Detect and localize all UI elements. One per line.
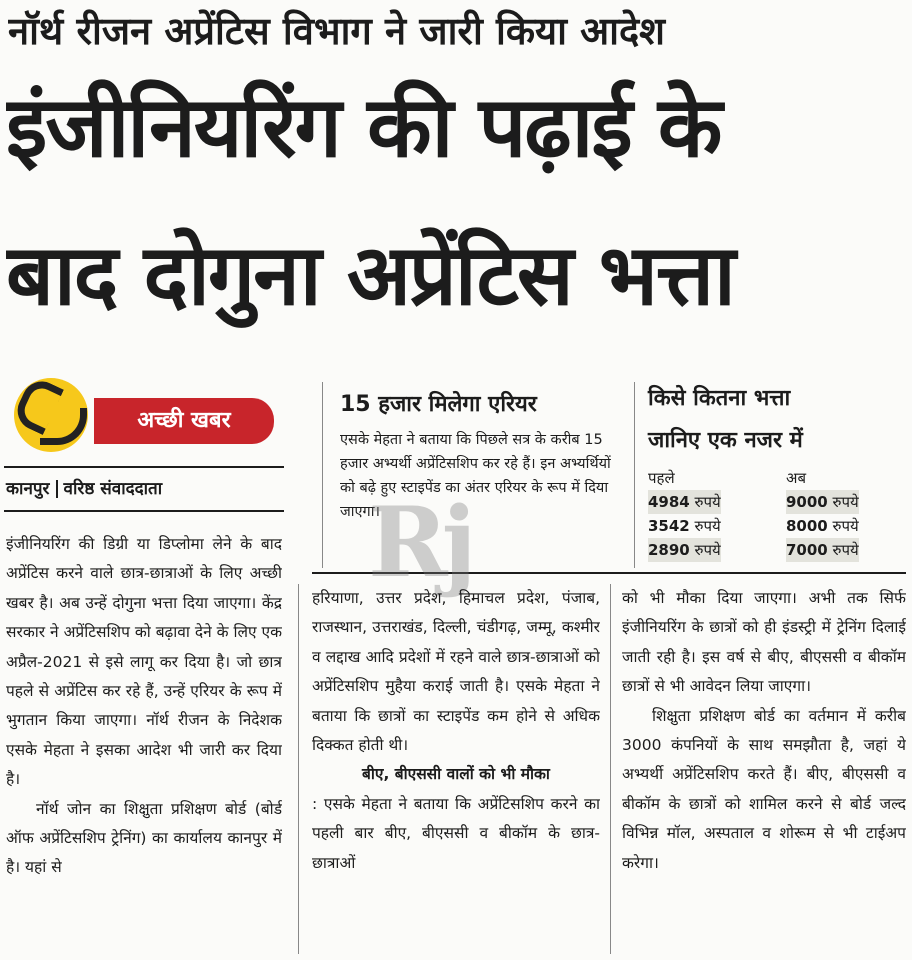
paragraph: हरियाणा, उत्तर प्रदेश, हिमाचल प्रदेश, पंजाब, राजस्थान, उत्तराखंड, दिल्ली, चंडीगढ़, जम्मू, कश्मीर व लद्दाख आदि प्रदेशों में रहने वाले छात्र-छात्राओं को अप्रेंटिसशिप मुहैया कराई जाती है। एसके मेहता ने बताया कि छात्रों का स्टाइपेंड कम होने से अधिक दिक्कत होती थी। [312, 589, 600, 755]
divider [4, 466, 284, 468]
divider [4, 510, 284, 512]
subheading: बीए, बीएससी वालों को भी मौका [362, 765, 550, 784]
paragraph: : एसके मेहता ने बताया कि अप्रेंटिसशिप करने का पहली बार बीए, बीएससी व बीकॉम के छात्र-छात्राओं [312, 794, 600, 872]
kicker: नॉर्थ रीजन अप्रेंटिस विभाग ने जारी किया आदेश [8, 9, 666, 53]
table-head-before: पहले [648, 469, 675, 487]
table-row: 2890 रुपये 7000 रुपये [648, 538, 904, 562]
paragraph: को भी मौका दिया जाएगा। अभी तक सिर्फ इंजीनियरिंग के छात्रों को ही इंडस्ट्री में ट्रेनिंग दिलाई जाती रही है। इस वर्ष से बीए, बीएससी व बीकॉम छात्रों से भी आवेदन लिया जाएगा। [622, 589, 906, 696]
headline-line-1: इंजीनियरिंग की पढ़ाई के [6, 78, 721, 176]
article-column-1 [6, 530, 282, 950]
article-column-2 [312, 584, 600, 954]
table-title-1: किसे कितना भत्ता [648, 386, 791, 411]
paragraph: शिक्षुता प्रशिक्षण बोर्ड का वर्तमान में करीब 3000 कंपनियों के साथ समझौता है, जहां ये अभ्यर्थी अप्रेंटिसशिप करते हैं। बीए, बीएससी व बीकॉम के छात्रों को शामिल करने से बोर्ड जल्द विभिन्न मॉल, अस्पताल व शोरूम से भी टाईअप करेगा। [622, 706, 906, 872]
table-title-2: जानिए एक नजर में [648, 428, 803, 453]
paragraph: इंजीनियरिंग की डिग्री या डिप्लोमा लेने के बाद अप्रेंटिस करने वाले छात्र-छात्राओं के लिए अच्छी खबर है। अब उन्हें दोगुना भत्ता दिया जाएगा। केंद्र सरकार ने अप्रेंटिसशिप को बढ़ावा देने के लिए एक अप्रैल-2021 से इसे लागू कर दिया है। जो छात्र पहले से अप्रेंटिस कर रहे हैं, उन्हें एरियर के रूप में भुगतान किया जाएगा। नॉर्थ रीजन के निदेशक एसके मेहता ने इसका आदेश भी जारी कर दिया है। [6, 535, 282, 789]
allowance-table [648, 466, 904, 562]
sidebox-title: 15 हजार मिलेगा एरियर [340, 392, 537, 417]
dateline-city: कानपुर [6, 479, 50, 499]
thumbs-up-smile-icon [14, 378, 88, 452]
table-row: 3542 रुपये 8000 रुपये [648, 517, 859, 535]
table-row: 4984 रुपये 9000 रुपये [648, 490, 904, 514]
article-column-3 [622, 584, 906, 954]
sidebox-text: एसके मेहता ने बताया कि पिछले सत्र के करीब 15 हजार अभ्यर्थी अप्रेंटिसशिप कर रहे हैं। इन अभ्यर्थियों को बढ़े हुए स्टाइपेंड का अंतर एरियर के रूप में दिया जाएगा। [340, 432, 611, 520]
paragraph: नॉर्थ जोन का शिक्षुता प्रशिक्षण बोर्ड (बोर्ड ऑफ अप्रेंटिसशिप ट्रेनिंग) का कार्यालय कानपुर में है। यहां से [6, 799, 282, 877]
dateline-byline: वरिष्ठ संवाददाता [63, 479, 163, 499]
headline-line-2: बाद दोगुना अप्रेंटिस भत्ता [6, 226, 734, 324]
table-head-now: अब [786, 469, 807, 487]
divider [298, 584, 299, 954]
divider [610, 584, 611, 954]
divider [322, 382, 323, 568]
divider [634, 382, 635, 568]
good-news-badge: अच्छी खबर [94, 398, 274, 444]
watermark-logo: Rj [368, 486, 471, 599]
dateline [6, 476, 282, 499]
